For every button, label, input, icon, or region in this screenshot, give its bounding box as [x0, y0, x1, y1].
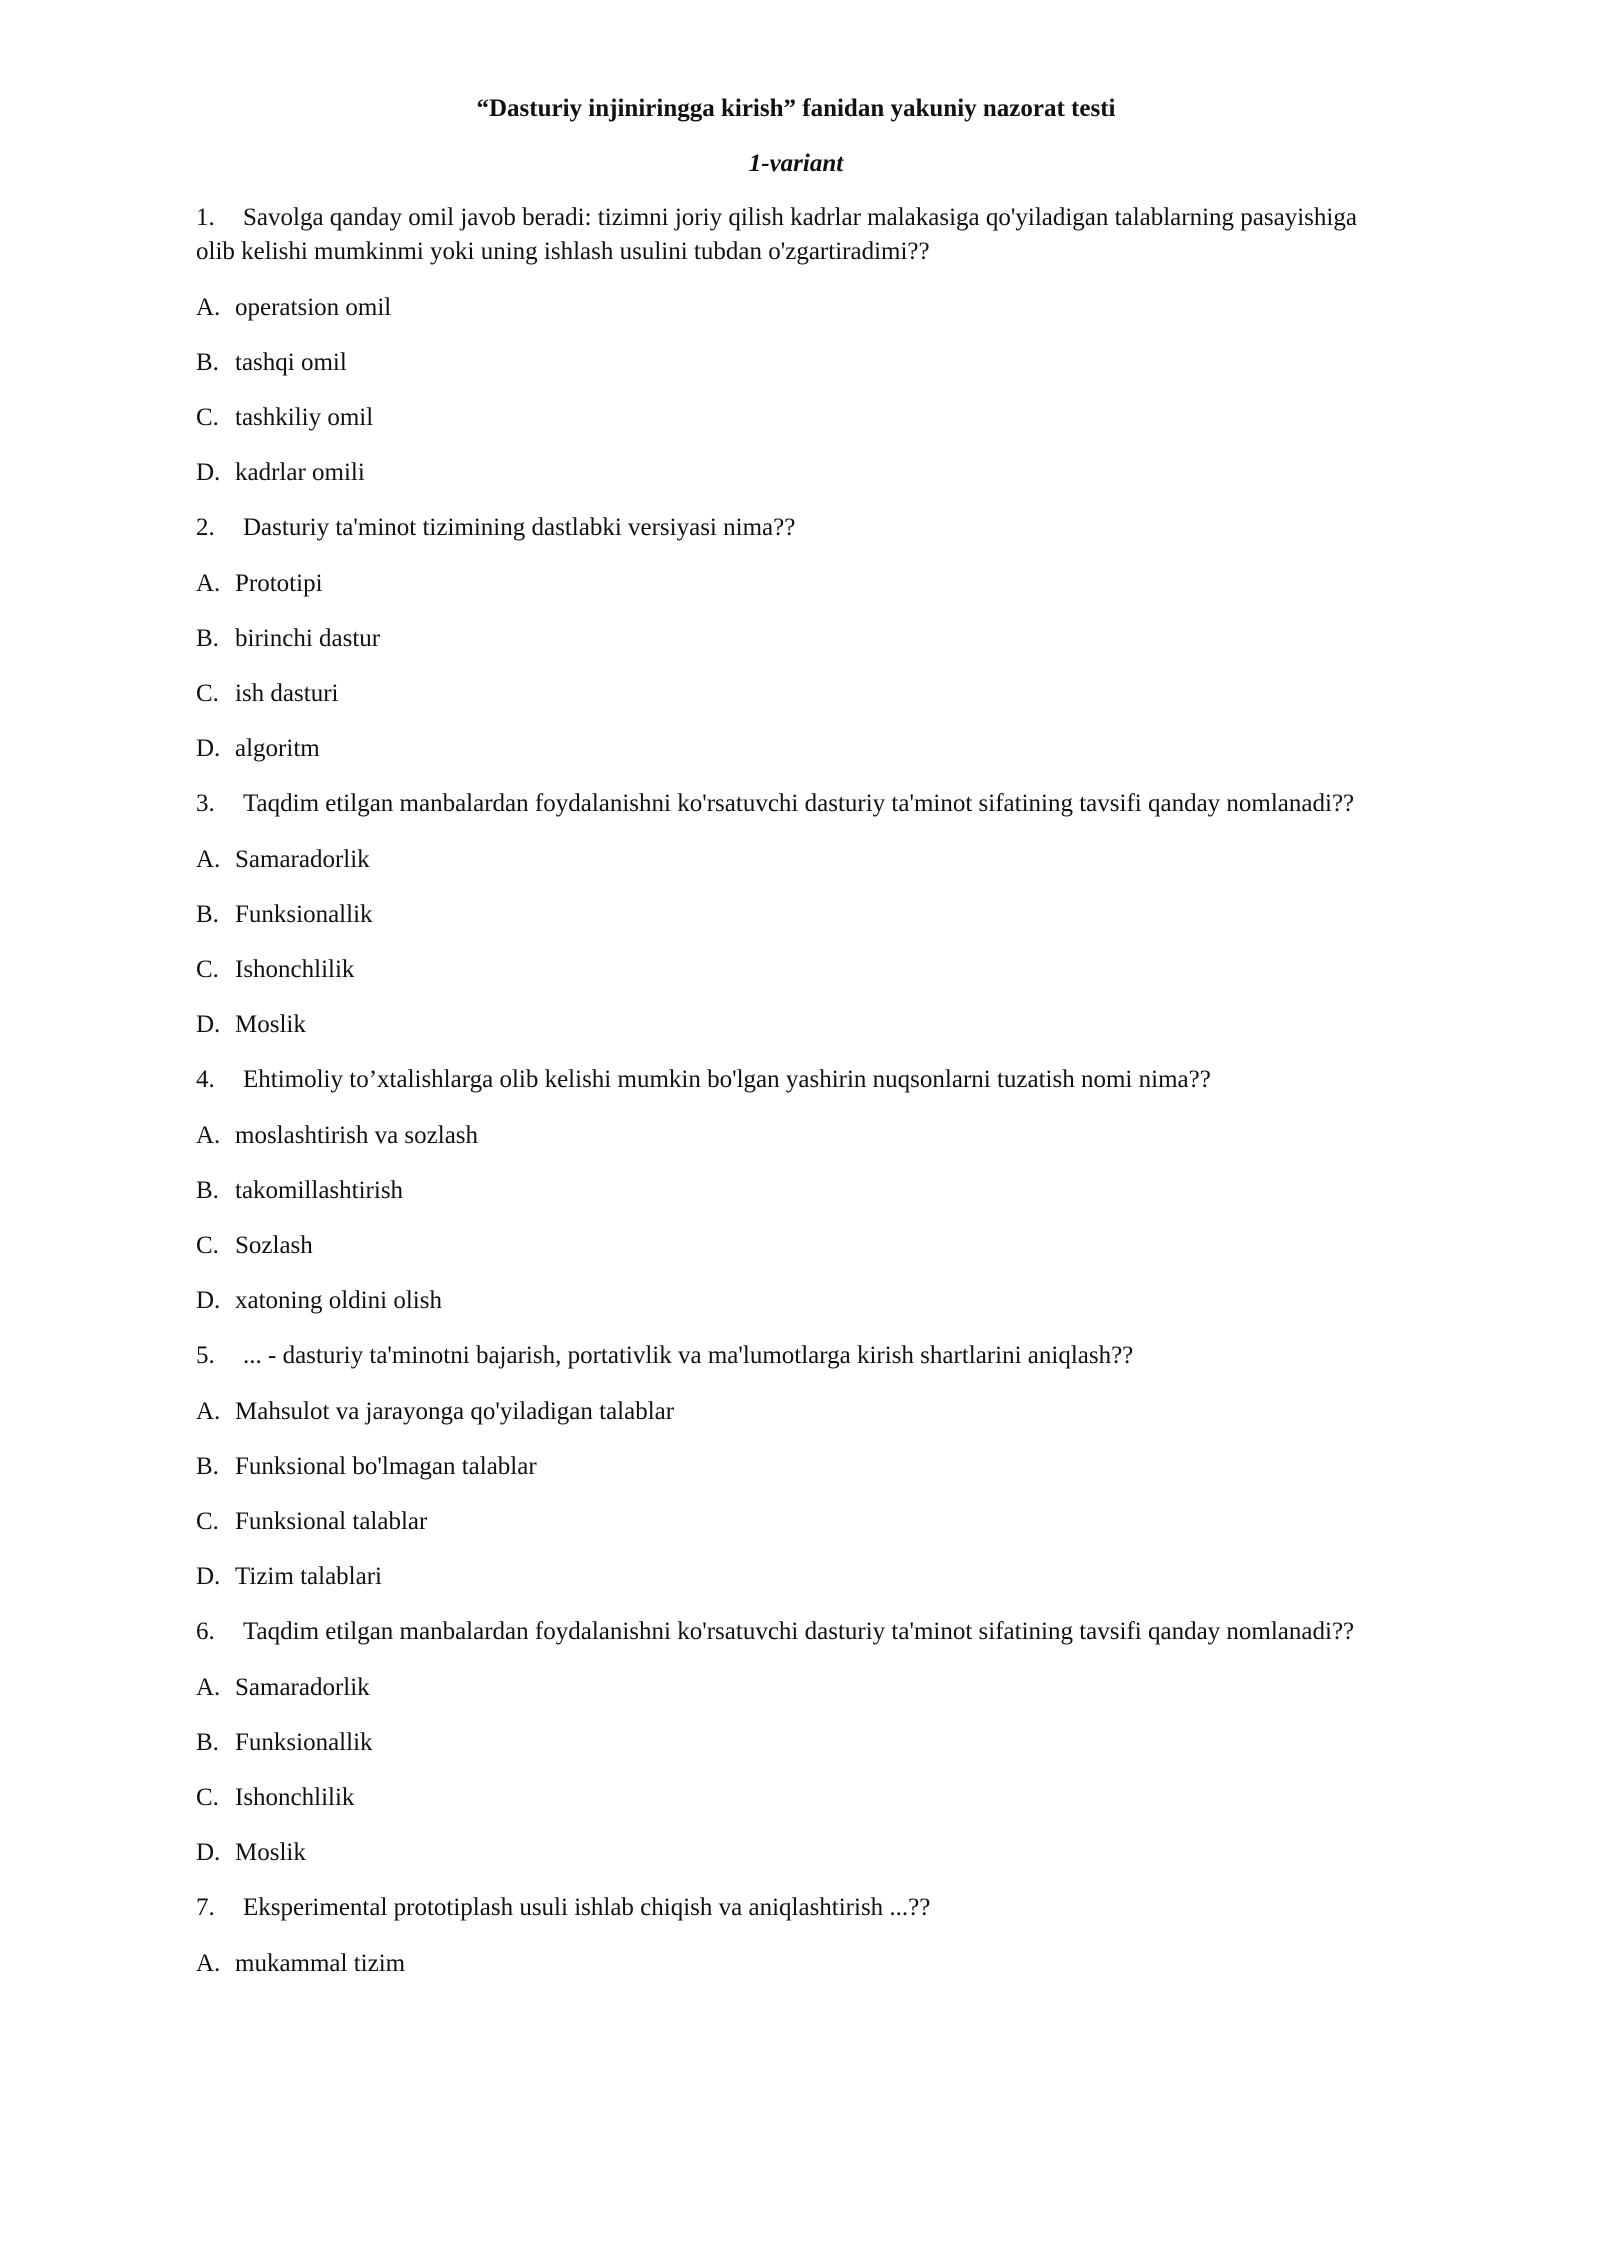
option-text: Funksional bo'lmagan talablar — [235, 1453, 537, 1480]
question-3 — [196, 787, 1366, 1042]
question-body: Dasturiy ta'minot tizimining dastlabki versiyasi nima?? — [243, 514, 796, 541]
question-7 — [196, 1891, 1366, 1981]
option-letter: C. — [196, 1508, 219, 1535]
option-letter: A. — [196, 294, 221, 321]
question-number: 5. — [196, 1342, 215, 1369]
document-content — [196, 92, 1366, 2002]
option-text: mukammal tizim — [235, 1950, 406, 1977]
option-letter: D. — [196, 735, 221, 762]
option-letter: D. — [196, 459, 221, 486]
answer-option — [196, 1836, 1366, 1870]
question-number: 1. — [196, 204, 215, 231]
question-text — [196, 201, 1366, 269]
option-text: Ishonchlilik — [235, 956, 355, 983]
option-letter: B. — [196, 901, 219, 928]
document-title: “Dasturiy injiniringga kirish” fanidan yakuniy nazorat testi — [476, 95, 1116, 122]
option-text: ish dasturi — [235, 680, 339, 707]
answer-option — [196, 456, 1366, 490]
question-text — [196, 511, 1366, 545]
option-letter: A. — [196, 570, 221, 597]
option-text: Moslik — [235, 1839, 306, 1866]
question-number: 6. — [196, 1618, 215, 1645]
answer-option — [196, 1671, 1366, 1705]
answer-option — [196, 401, 1366, 435]
option-text: Samaradorlik — [235, 1674, 370, 1701]
option-text: kadrlar omili — [235, 459, 365, 486]
question-5 — [196, 1339, 1366, 1594]
option-text: Sozlash — [235, 1232, 313, 1259]
option-letter: A. — [196, 1950, 221, 1977]
question-text — [196, 1339, 1366, 1373]
question-body: ... - dasturiy ta'minotni bajarish, portativlik va ma'lumotlarga kirish shartlarini aniqlash?? — [243, 1342, 1134, 1369]
answer-option — [196, 1726, 1366, 1760]
answer-option — [196, 1229, 1366, 1263]
option-letter: B. — [196, 625, 219, 652]
option-letter: D. — [196, 1011, 221, 1038]
answer-option — [196, 732, 1366, 766]
question-body: Taqdim etilgan manbalardan foydalanishni ko'rsatuvchi dasturiy ta'minot sifatining tavsifi qanday nomlanadi?? — [243, 790, 1355, 817]
answer-option — [196, 953, 1366, 987]
option-text: Samaradorlik — [235, 846, 370, 873]
question-body: Eksperimental prototiplash usuli ishlab chiqish va aniqlashtirish ...?? — [243, 1894, 931, 1921]
option-text: Funksionallik — [235, 901, 373, 928]
answer-option — [196, 1284, 1366, 1318]
question-2 — [196, 511, 1366, 766]
option-text: Tizim talablari — [235, 1563, 382, 1590]
answer-option — [196, 1119, 1366, 1153]
answer-option — [196, 1781, 1366, 1815]
question-text — [196, 1615, 1366, 1649]
question-text — [196, 1063, 1366, 1097]
question-body: Taqdim etilgan manbalardan foydalanishni ko'rsatuvchi dasturiy ta'minot sifatining tavsifi qanday nomlanadi?? — [243, 1618, 1355, 1645]
answer-option — [196, 1505, 1366, 1539]
option-letter: C. — [196, 1784, 219, 1811]
question-text — [196, 1891, 1366, 1925]
option-letter: D. — [196, 1563, 221, 1590]
option-text: takomillashtirish — [235, 1177, 404, 1204]
answer-option — [196, 1560, 1366, 1594]
option-letter: D. — [196, 1839, 221, 1866]
option-text: Funksionallik — [235, 1729, 373, 1756]
option-text: tashqi omil — [235, 349, 347, 376]
option-letter: B. — [196, 1729, 219, 1756]
answer-option — [196, 1450, 1366, 1484]
option-text: tashkiliy omil — [235, 404, 374, 431]
option-letter: B. — [196, 349, 219, 376]
answer-option — [196, 1947, 1366, 1981]
option-letter: A. — [196, 1122, 221, 1149]
option-text: birinchi dastur — [235, 625, 381, 652]
option-text: moslashtirish va sozlash — [235, 1122, 479, 1149]
option-letter: A. — [196, 1398, 221, 1425]
option-text: Prototipi — [235, 570, 323, 597]
question-number: 3. — [196, 790, 215, 817]
option-text: algoritm — [235, 735, 320, 762]
option-letter: B. — [196, 1453, 219, 1480]
option-text: Funksional talablar — [235, 1508, 428, 1535]
option-letter: C. — [196, 956, 219, 983]
option-text: operatsion omil — [235, 294, 392, 321]
question-number: 7. — [196, 1894, 215, 1921]
answer-option — [196, 677, 1366, 711]
option-text: Ishonchlilik — [235, 1784, 355, 1811]
option-letter: D. — [196, 1287, 221, 1314]
question-body: Ehtimoliy to’xtalishlarga olib kelishi mumkin bo'lgan yashirin nuqsonlarni tuzatish nomi nima?? — [243, 1066, 1211, 1093]
option-text: xatoning oldini olish — [235, 1287, 442, 1314]
question-1 — [196, 201, 1366, 490]
option-text: Mahsulot va jarayonga qo'yiladigan talablar — [235, 1398, 675, 1425]
question-4 — [196, 1063, 1366, 1318]
document-variant: 1-variant — [748, 150, 844, 177]
answer-option — [196, 1395, 1366, 1429]
question-list — [196, 201, 1366, 1981]
option-letter: B. — [196, 1177, 219, 1204]
question-body: Savolga qanday omil javob beradi: tizimni joriy qilish kadrlar malakasiga qo'yiladigan talablarning pasayishiga olib kelishi mumkinmi yoki uning ishlash usulini tubdan o'zgartiradimi?? — [196, 204, 1357, 265]
question-text — [196, 787, 1366, 821]
question-number: 2. — [196, 514, 215, 541]
answer-option — [196, 1174, 1366, 1208]
answer-option — [196, 346, 1366, 380]
option-letter: C. — [196, 404, 219, 431]
answer-option — [196, 898, 1366, 932]
answer-option — [196, 1008, 1366, 1042]
answer-option — [196, 622, 1366, 656]
question-number: 4. — [196, 1066, 215, 1093]
answer-option — [196, 567, 1366, 601]
answer-option — [196, 291, 1366, 325]
option-letter: A. — [196, 846, 221, 873]
option-letter: C. — [196, 680, 219, 707]
option-letter: C. — [196, 1232, 219, 1259]
option-text: Moslik — [235, 1011, 306, 1038]
answer-option — [196, 843, 1366, 877]
question-6 — [196, 1615, 1366, 1870]
option-letter: A. — [196, 1674, 221, 1701]
